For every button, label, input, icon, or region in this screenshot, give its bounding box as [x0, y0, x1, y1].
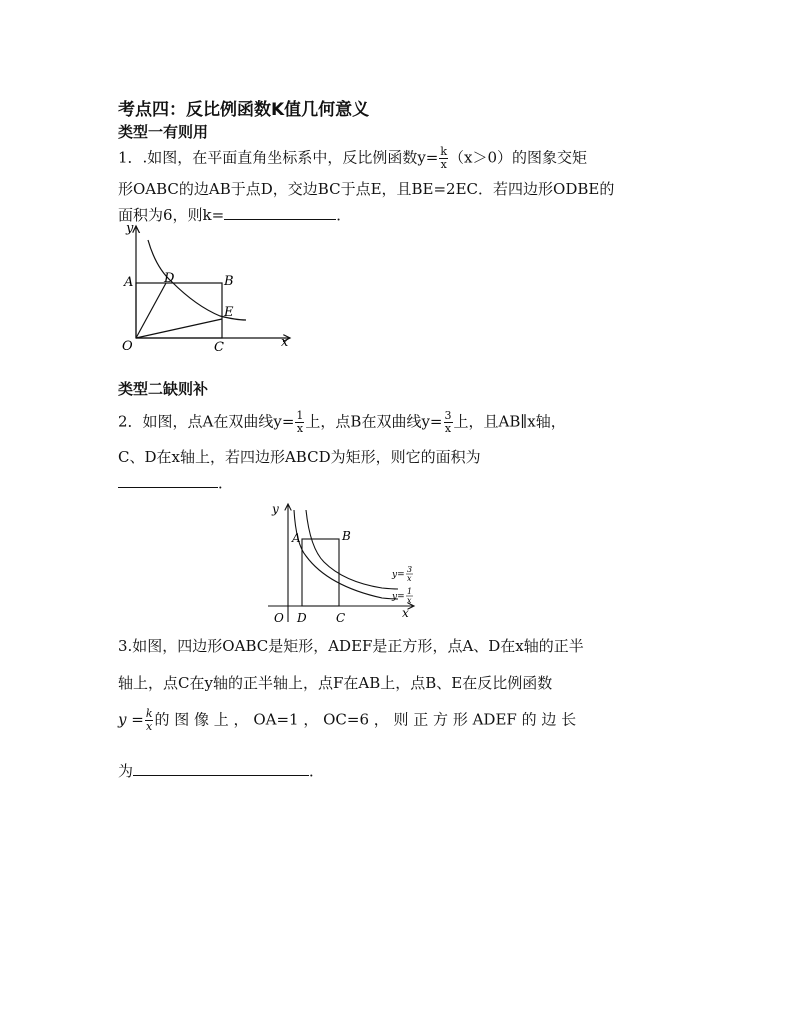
q1-frac-num: k	[440, 145, 448, 158]
q2-answer-blank[interactable]	[118, 473, 218, 488]
q2-fraction-3	[444, 410, 453, 435]
q1-line1	[118, 146, 587, 171]
fig2-label-B: B	[342, 529, 351, 543]
q2-line3	[118, 472, 233, 493]
q2-text-a: 2．如图，点A在双曲线y=	[118, 412, 295, 431]
figure-2	[262, 500, 422, 630]
q2-line1	[118, 410, 566, 435]
fig2-label-D: D	[297, 611, 307, 625]
q2-text-b: 上，点B在双曲线y=	[305, 412, 443, 431]
fig2-label-C: C	[336, 611, 346, 625]
fig1-label-x: x	[281, 335, 289, 350]
figure-1	[118, 220, 298, 355]
fig2-label-O: O	[274, 611, 284, 625]
fig1-label-E: E	[224, 305, 234, 320]
q1-text-a: 1．.如图，在平面直角坐标系中，反比例函数y=	[118, 148, 439, 167]
q3-frac-den: x	[146, 720, 153, 733]
fig1-segment-OD	[136, 283, 166, 338]
fig2-curve-3-over-x	[306, 510, 398, 589]
q2-fraction-1	[295, 410, 304, 435]
fig1-label-B: B	[224, 274, 234, 289]
q3-y-eq: y =	[118, 710, 144, 729]
q1-fraction	[439, 146, 448, 171]
fig1-label-A: A	[124, 275, 134, 290]
fig2-curve-label-1-den: x	[407, 596, 412, 605]
q2-text-c: 上，且AB∥x轴，	[453, 412, 566, 431]
q3-line2: 轴上，点C在y轴的正半轴上，点F在AB上，点B、E在反比例函数	[118, 674, 553, 692]
fig2-curve-1-over-x	[294, 510, 398, 599]
q3-line3	[118, 708, 576, 733]
q3-end: ．	[309, 762, 325, 780]
fig2-label-A: A	[292, 531, 301, 545]
fig2-label-x: x	[402, 606, 409, 620]
fig1-label-C: C	[214, 340, 224, 355]
q1-line2: 形OABC的边AB于点D，交边BC于点E，且BE=2EC．若四边形ODBE的	[118, 180, 615, 198]
q2-end: ．	[218, 474, 234, 492]
type2-heading: 类型二缺则补	[118, 380, 209, 398]
fig1-label-O: O	[122, 339, 133, 354]
q1-answer-blank[interactable]	[224, 205, 336, 220]
q1-text-c: 面积为6，则k=	[118, 206, 225, 224]
q1-frac-den: x	[440, 158, 447, 171]
q2-line2: C、D在x轴上，若四边形ABCD为矩形，则它的面积为	[118, 448, 481, 466]
q1-end: ．	[336, 206, 352, 224]
q3-line4	[118, 760, 324, 781]
fig2-curve-label-1-eq: y=	[392, 592, 405, 602]
fig1-segment-OE	[136, 319, 222, 338]
fig2-curve-label-1-num: 1	[407, 587, 413, 596]
fig2-curve-label-3-eq: y=	[392, 570, 405, 580]
q3-fraction	[145, 708, 154, 733]
fig2-curve-label-3-num: 3	[407, 565, 413, 574]
q3-answer-blank[interactable]	[133, 761, 309, 776]
q2-frac1-num: 1	[296, 409, 304, 422]
fig2-curve-label-3-den: x	[407, 574, 412, 583]
q3-text-c: 为	[118, 762, 134, 780]
q2-frac3-den: x	[444, 422, 452, 435]
q3-text-b: 的 图 像 上 ， OA=1 ， OC=6 ， 则 正 方 形 ADEF 的 边 长	[154, 710, 577, 729]
q2-frac3-num: 3	[444, 409, 452, 422]
q2-frac1-den: x	[296, 422, 304, 435]
q3-line1: 3.如图，四边形OABC是矩形，ADEF是正方形，点A、D在x轴的正半	[118, 637, 584, 655]
q1-text-b: （x＞0）的图象交矩	[449, 148, 588, 167]
fig1-label-y: y	[126, 221, 134, 236]
fig1-label-D: D	[164, 271, 175, 286]
q3-frac-num: k	[145, 707, 153, 720]
fig2-label-y: y	[272, 502, 279, 516]
fig2-rectangle	[302, 539, 339, 606]
section-heading: 考点四：反比例函数K值几何意义	[118, 100, 370, 120]
type1-heading: 类型一有则用	[118, 123, 209, 141]
